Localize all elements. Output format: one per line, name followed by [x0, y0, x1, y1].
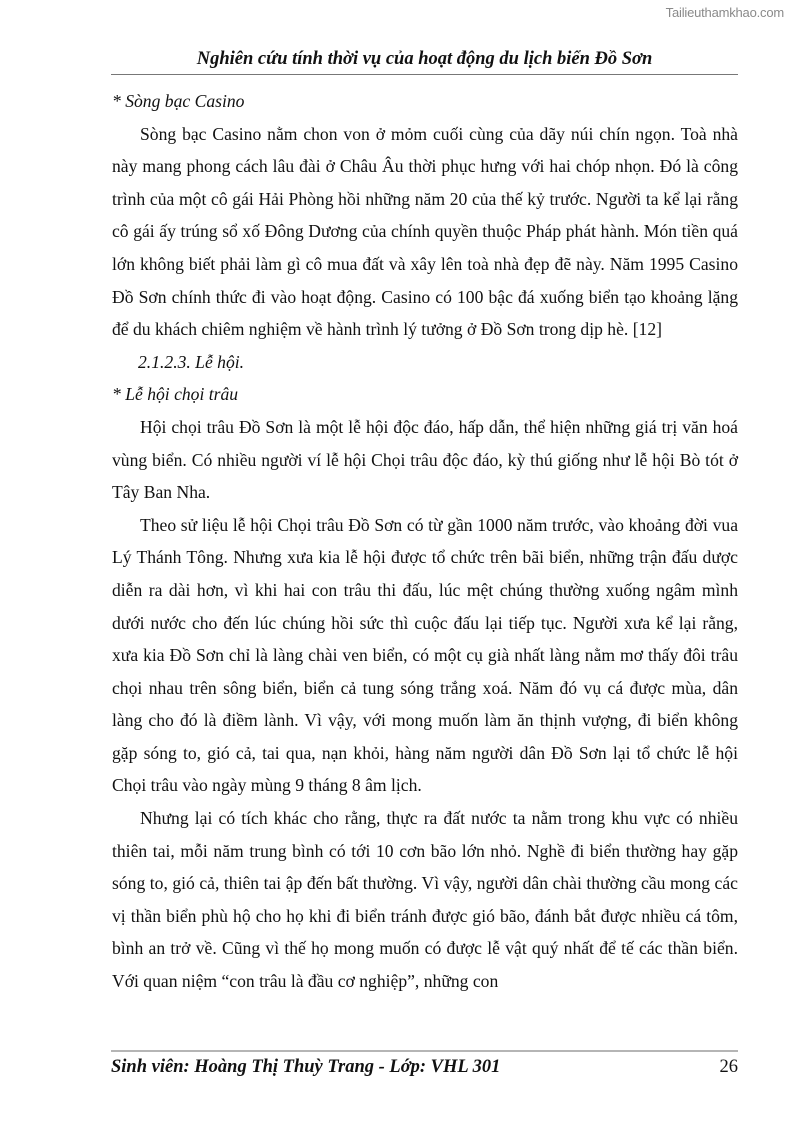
header-title: Nghiên cứu tính thời vụ của hoạt động du lịch biển Đồ Sơn	[196, 49, 653, 69]
page-footer	[111, 1050, 738, 1080]
section-heading: 2.1.2.3. Lễ hội.	[138, 351, 245, 372]
paragraph: Theo sử liệu lễ hội Chọi trâu Đồ Sơn có từ gần 1000 năm trước, vào khoảng đời vua Lý Thánh Tông. Nhưng xưa kia lễ hội được tổ chức trên bãi biển, những trận đấu dược diễn ra dài hơn, vì khi hai con trâu thi đấu, lúc mệt chúng thường xuống ngâm mình dưới nước cho đến lúc chúng hồi sức thì cuộc đấu lại tiếp tục. Người xưa kể lại rằng, xưa kia Đồ Sơn chỉ là làng chài ven biển, có một cụ già nhất làng nằm mơ thấy đôi trâu chọi nhau trên sông biển, biển cả tung sóng trắng xoá. Năm đó vụ cá được mùa, dân làng cho đó là điềm lành. Vì vậy, với mong muốn làm ăn thịnh vượng, đi biển không gặp sóng to, gió cả, tai qua, nạn khỏi, hàng năm người dân Đồ Sơn lại tổ chức lễ hội Chọi trâu vào ngày mùng 9 tháng 8 âm lịch.	[112, 514, 738, 796]
document-body	[112, 85, 738, 998]
paragraph: Hội chọi trâu Đồ Sơn là một lễ hội độc đáo, hấp dẫn, thể hiện những giá trị văn hoá vùng biển. Có nhiều người ví lễ hội Chọi trâu độc đáo, kỳ thú giống như lễ hội Bò tót ở Tây Ban Nha.	[112, 416, 738, 503]
page-number: 26	[719, 1057, 738, 1077]
paragraph: Nhưng lại có tích khác cho rằng, thực ra đất nước ta nằm trong khu vực có nhiều thiên tai, mỗi năm trung bình có tới 10 cơn bão lớn nhỏ. Nghề đi biển thường hay gặp sóng to, gió cả, thiên tai ập đến bất thường. Vì vậy, người dân chài thường cầu mong các vị thần biển phù hộ cho họ khi đi biển tránh được gió bão, đánh bắt được nhiều cá tôm, bình an trở về. Cũng vì thế họ mong muốn có được lễ vật quý nhất để tế các thần biển. Với quan niệm “con trâu là đầu cơ nghiệp”, những con	[112, 808, 738, 992]
page-header	[111, 48, 738, 75]
casino-paragraph: Sòng bạc Casino nằm chon von ở mỏm cuối cùng của dãy núi chín ngọn. Toà nhà này mang phong cách lâu đài ở Châu Âu thời phục hưng với hai chóp nhọn. Đó là công trình của một cô gái Hải Phòng hồi những năm 20 của thế kỷ trước. Người ta kể lại rằng cô gái ấy trúng sổ xố Đông Dương của chính quyền thuộc Pháp phát hành. Món tiền quá lớn không biết phải làm gì cô mua đất và xây lên toà nhà đẹp đẽ này. Năm 1995 Casino Đồ Sơn chính thức đi vào hoạt động. Casino có 100 bậc đá xuống biển tạo khoảng lặng để du khách chiêm nghiệm về hành trình lý tưởng ở Đồ Sơn trong dịp hè. [12]	[112, 123, 738, 340]
casino-heading: * Sòng bạc Casino	[112, 91, 245, 111]
watermark: Tailieuthamkhao.com	[665, 5, 784, 20]
festival-heading: * Lễ hội chọi trâu	[112, 384, 239, 405]
footer-author: Sinh viên: Hoàng Thị Thuỳ Trang - Lớp: VHL 301	[111, 1057, 501, 1077]
